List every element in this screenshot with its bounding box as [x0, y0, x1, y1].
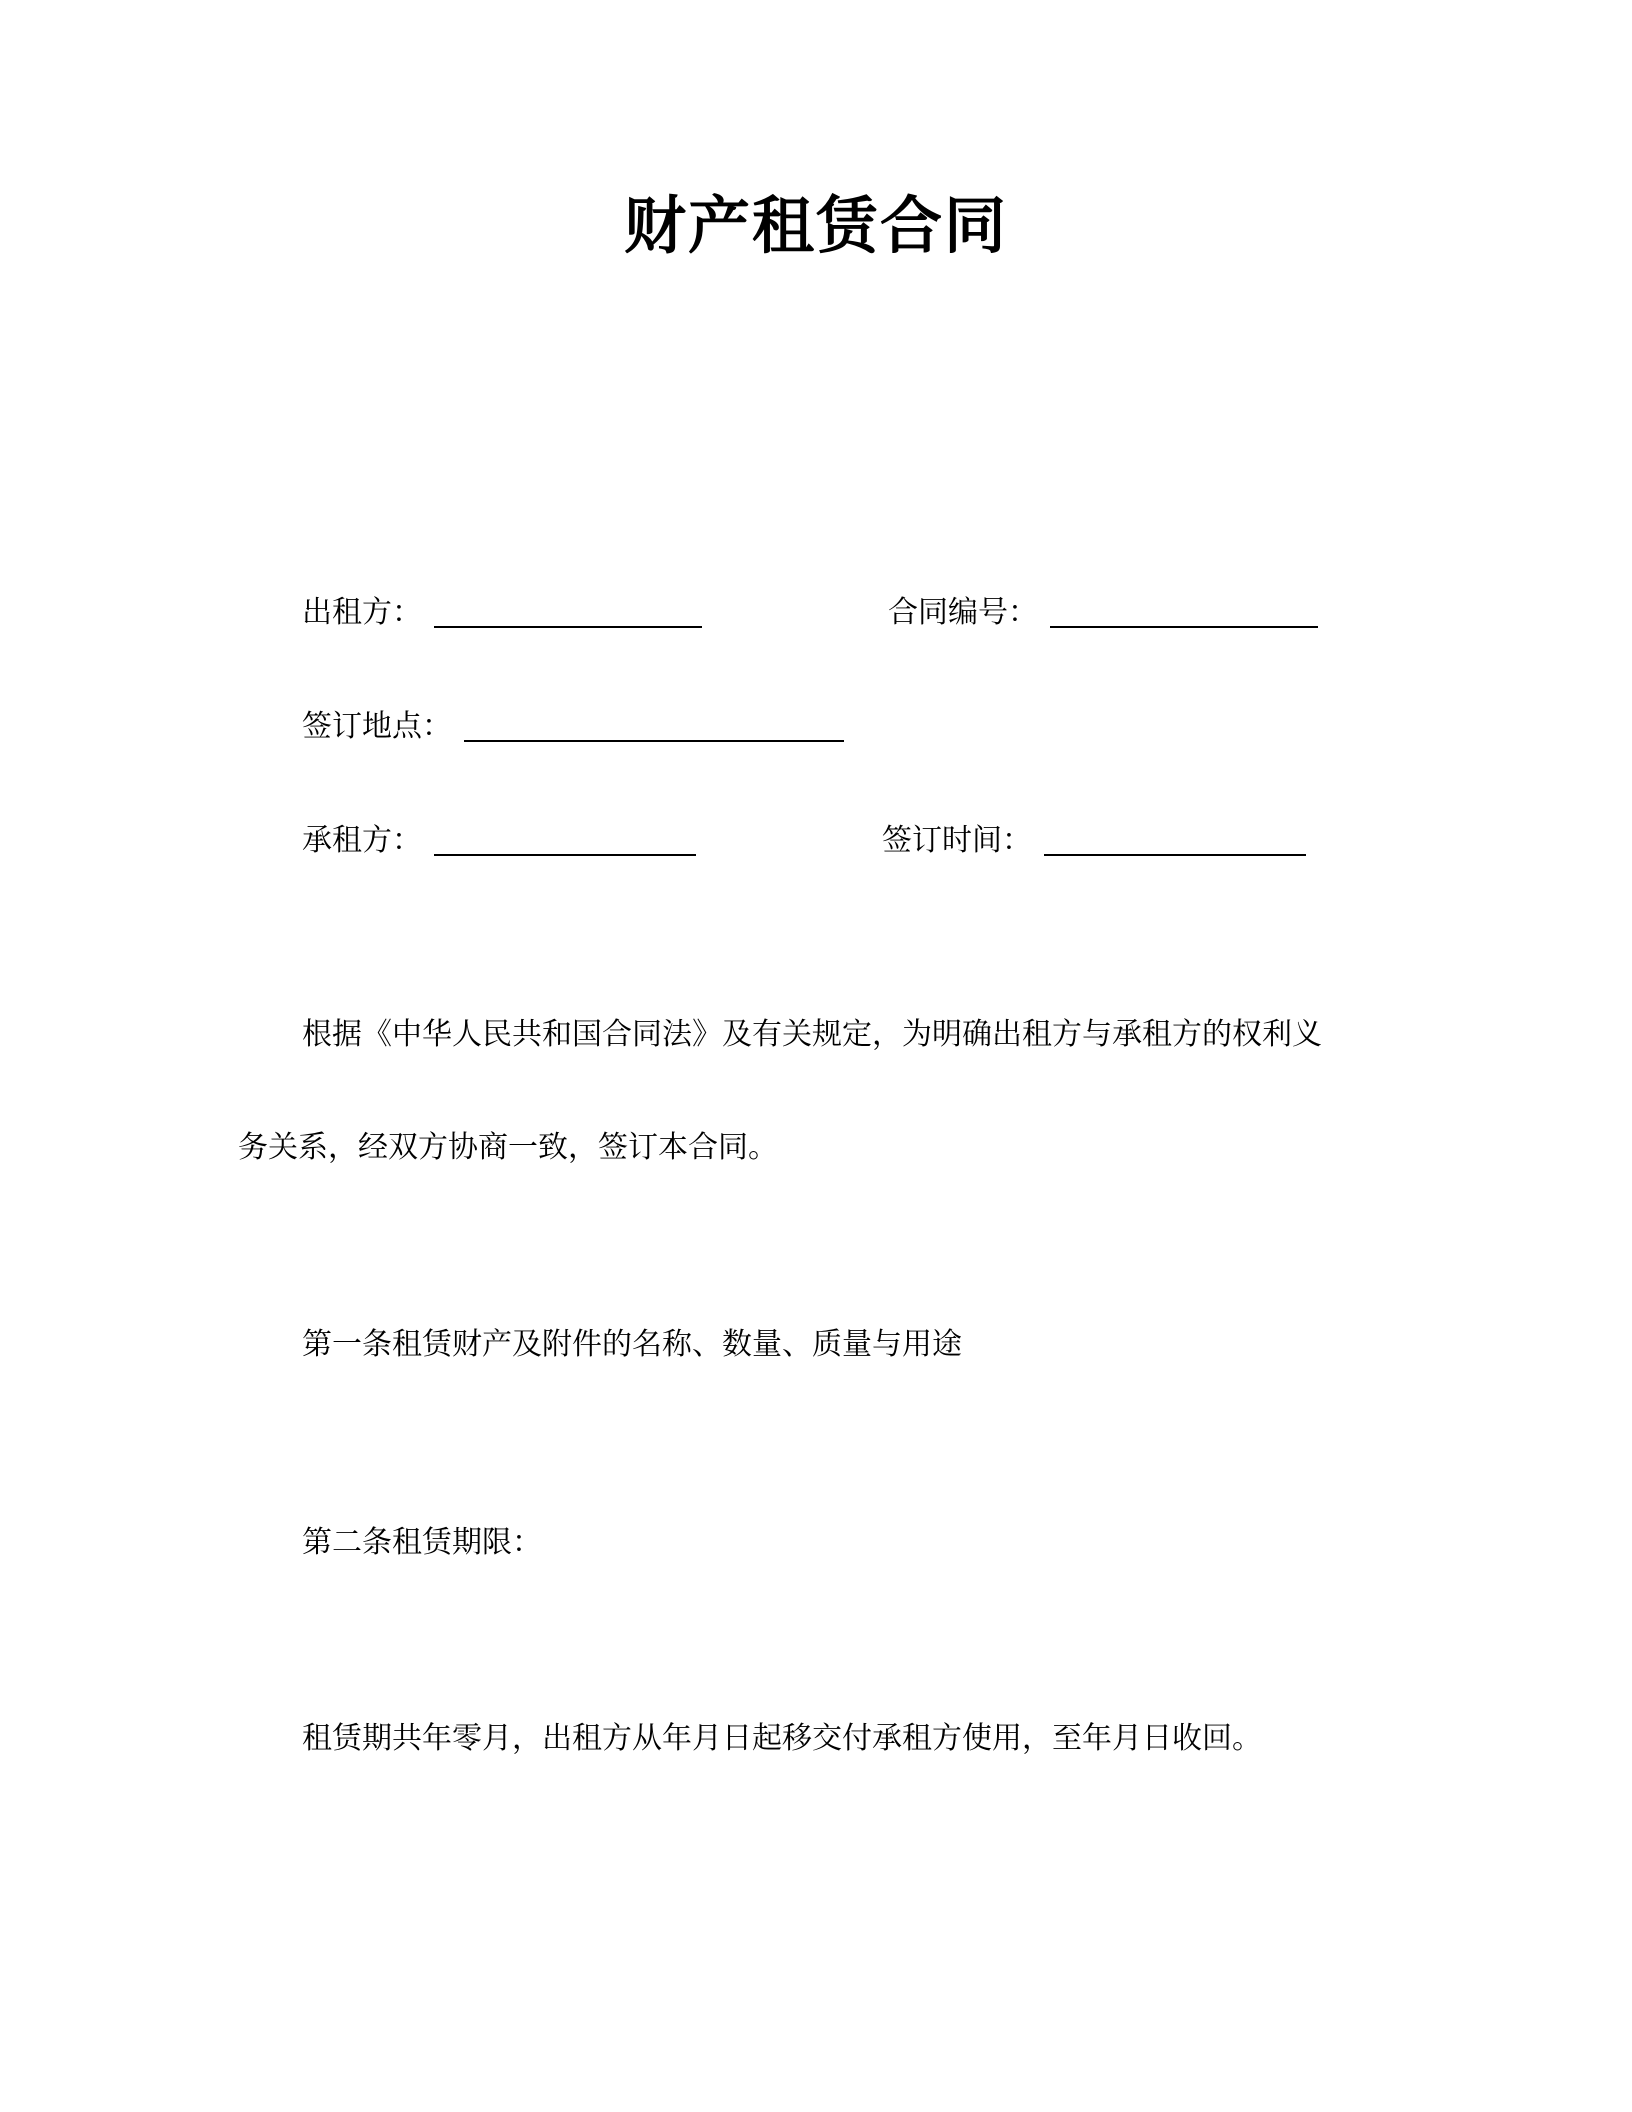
- sign-place-field: [302, 706, 844, 742]
- lessee-label: 承租方：: [302, 823, 422, 858]
- lessee-blank-line[interactable]: [434, 820, 696, 856]
- preamble-line-2: 务关系，经双方协商一致，签订本合同。: [238, 1130, 778, 1165]
- sign-time-blank-line[interactable]: [1044, 820, 1306, 856]
- contract-no-blank-line[interactable]: [1050, 592, 1318, 628]
- lessee-field: [302, 820, 696, 856]
- article-1-heading: 第一条租赁财产及附件的名称、数量、质量与用途: [302, 1327, 962, 1362]
- lessor-label: 出租方：: [302, 595, 422, 630]
- lessor-blank-line[interactable]: [434, 592, 702, 628]
- article-2-heading: 第二条租赁期限：: [302, 1525, 542, 1560]
- document-title: 财产租赁合同: [623, 189, 1008, 262]
- contract-no-field: [888, 592, 1318, 628]
- sign-time-label: 签订时间：: [882, 823, 1032, 858]
- sign-place-blank-line[interactable]: [464, 706, 844, 742]
- sign-time-field: [882, 820, 1306, 856]
- sign-place-label: 签订地点：: [302, 709, 452, 744]
- contract-no-label: 合同编号：: [888, 595, 1038, 630]
- preamble-line-1: 根据《中华人民共和国合同法》及有关规定，为明确出租方与承租方的权利义: [302, 1017, 1322, 1052]
- lessor-field: [302, 592, 702, 628]
- article-2-text: 租赁期共年零月，出租方从年月日起移交付承租方使用，至年月日收回。: [302, 1721, 1262, 1756]
